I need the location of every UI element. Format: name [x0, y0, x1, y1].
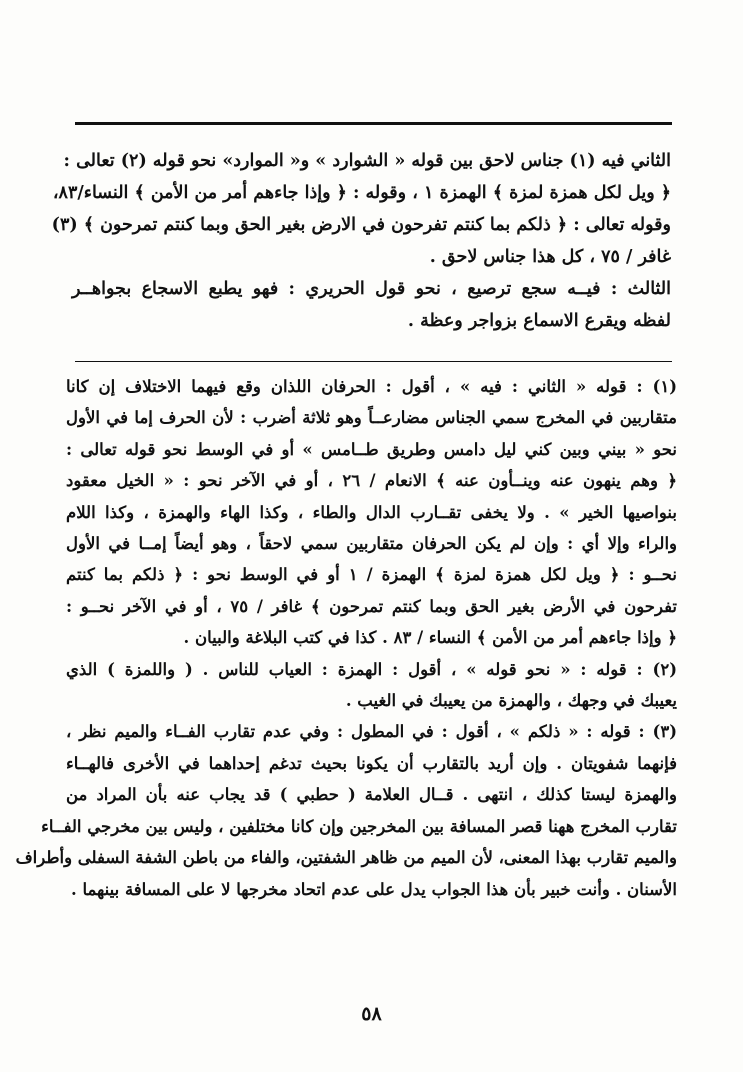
- footnote-line: تقارب المخرج ههنا قصر المسافة بين المخرجين وإن كانا مختلفين ، وليس بين مخرجي الفــاء: [41, 816, 677, 836]
- top-rule: [75, 122, 672, 125]
- main-line: الثالث : فيــه سجع ترصيع ، نحو قول الحريري : فهو يطبع الاسجاع بجواهــر: [72, 279, 671, 299]
- footnote-line: (٣) : قوله : « ذلكم » ، أقول : في المطول : وفي عدم تقارب الفــاء والميم نظر ،: [66, 722, 677, 742]
- footnote-line: يعيبك في وجهك ، والهمزة من يعيبك في الغيب .: [345, 691, 677, 711]
- footnote-line: متقاربين في المخرج سمي الجناس مضارعــاً وهو ثلاثة أضرب : لأن الحرف إما في الأول: [66, 408, 677, 428]
- footnote-line: ﴿ وهم ينهون عنه وينــأون عنه ﴾ الانعام / ٢٦ ، أو في الآخر نحو : « الخيل معقود: [66, 471, 677, 491]
- page-number: ٥٨: [361, 1003, 382, 1025]
- footnote-line: فإنهما شفويتان . وإن أريد بالتقارب أن يكونا بحيث تدغم إحداهما في الأخرى فالهــاء: [66, 753, 677, 773]
- main-text: [51, 145, 671, 337]
- main-line: وقوله تعالى : ﴿ ذلكم بما كنتم تفرحون في الارض بغير الحق وبما كنتم تمرحون ﴾ (٣): [51, 215, 671, 235]
- footnote-line: (٢) : قوله : « نحو قوله » ، أقول : الهمزة : العياب للناس . ( واللمزة ) الذي: [66, 659, 677, 679]
- footnote-line: بنواصيها الخير » . ولا يخفى تقــارب الدال والطاء ، وكذا الهاء والهمزة ، وكذا اللام: [66, 502, 677, 522]
- footnotes: [15, 371, 678, 905]
- footnote-line: نحــو : ﴿ ويل لكل همزة لمزة ﴾ الهمزة / ١ أو في الوسط نحو : ﴿ ذلكم بما كنتم: [66, 565, 677, 585]
- footnote-separator: [75, 361, 672, 362]
- main-line: ﴿ ويل لكل همزة لمزة ﴾ الهمزة ١ ، وقوله : ﴿ وإذا جاءهم أمر من الأمن ﴾ النساء/٨٣،: [52, 183, 671, 203]
- main-line: الثاني فيه (١) جناس لاحق بين قوله « الشوارد » و« الموارد» نحو قوله (٢) تعالى :: [63, 151, 671, 171]
- footnote-line: نحو « بيني وبين كني ليل دامس وطريق طــامس » أو في الوسط نحو قوله تعالى :: [66, 439, 677, 459]
- footnote-line: والميم تقارب بهذا المعنى، لأن الميم من ظاهر الشفتين، والفاء من باطن الشفة السفلى وأطراف: [15, 848, 677, 868]
- footnote-line: والراء وإلا أي : وإن لم يكن الحرفان متقاربين سمي لاحقاً ، وهو أيضاً إمــا في الأول: [66, 534, 677, 554]
- footnote-line: ﴿ وإذا جاءهم أمر من الأمن ﴾ النساء / ٨٣ . كذا في كتب البلاغة والبيان .: [183, 628, 677, 648]
- footnote-line: تفرحون في الأرض بغير الحق وبما كنتم تمرحون ﴾ غافر / ٧٥ ، أو في الآخر نحــو :: [66, 596, 678, 616]
- main-line: غافر / ٧٥ ، كل هذا جناس لاحق .: [429, 247, 671, 267]
- footnote-line: الأسنان . وأنت خبير بأن هذا الجواب يدل على عدم اتحاد مخرجها لا على المسافة بينهما .: [70, 879, 677, 899]
- main-line: لفظه ويقرع الاسماع بزواجر وعظة .: [407, 311, 671, 331]
- footnote-line: والهمزة ليستا كذلك ، انتهى . قــال العلامة ( حطبي ) قد يجاب عنه بأن المراد من: [66, 785, 677, 805]
- footnote-line: (١) : قوله « الثاني : فيه » ، أقول : الحرفان اللذان وقع فيهما الاختلاف إن كانا: [66, 377, 677, 396]
